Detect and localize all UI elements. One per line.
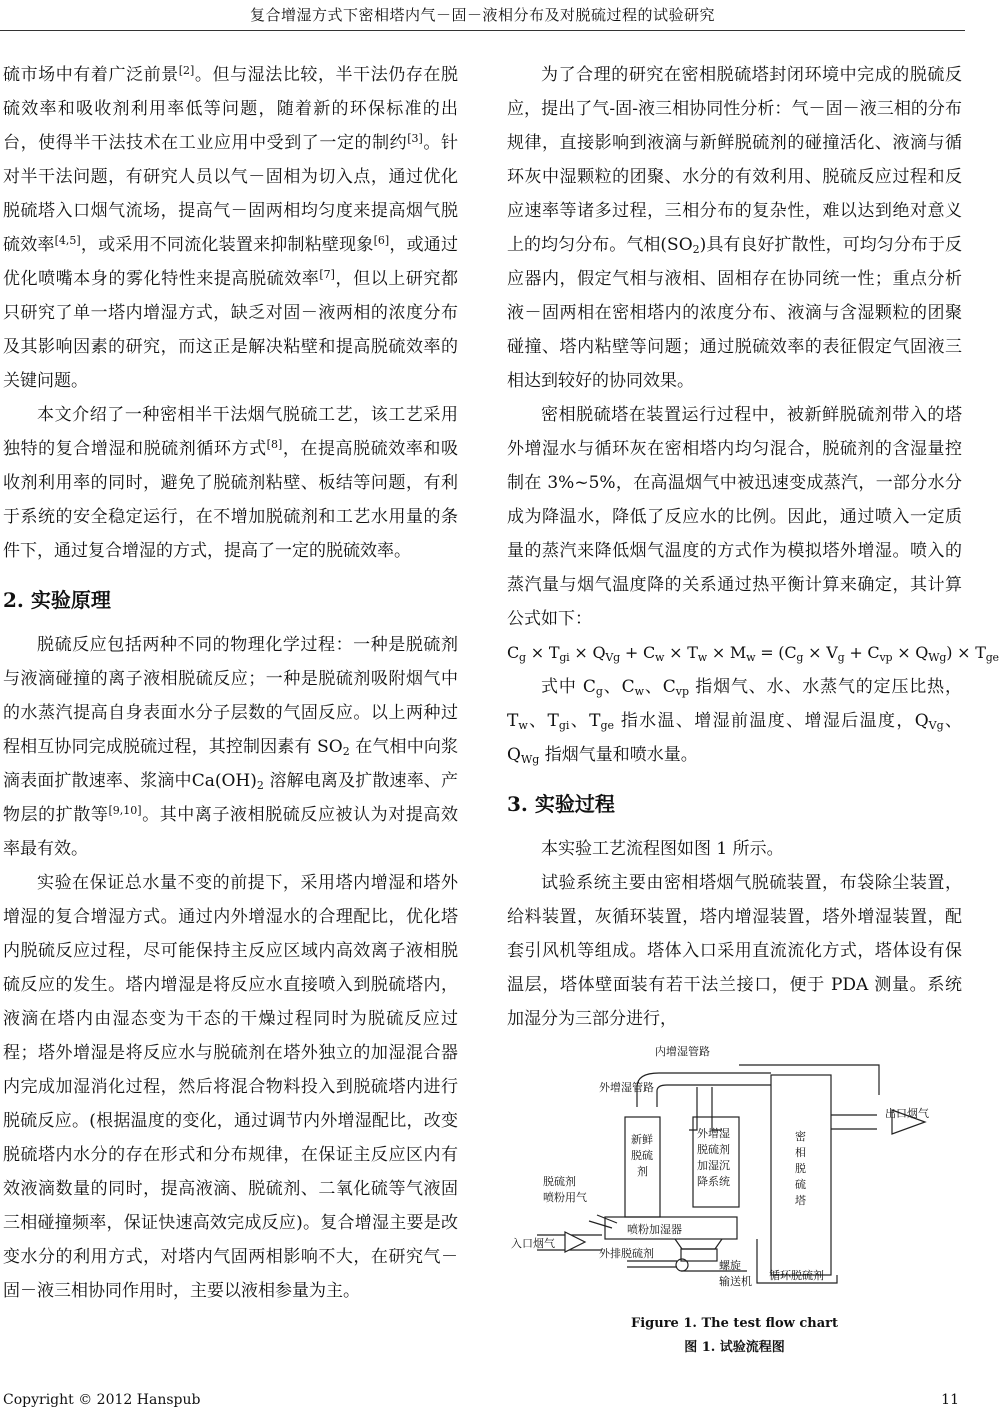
figure-caption-en: Figure 1. The test flow chart <box>631 1316 838 1331</box>
label-tower-2: 相 <box>795 1146 806 1159</box>
label-screw-2: 输送机 <box>719 1275 752 1288</box>
footer-page-number: 11 <box>941 1392 959 1408</box>
paragraph-4: 实验在保证总水量不变的前提下，采用塔内增湿和塔外增湿的复合增湿方式。通过内外增湿水的合理配比，优化塔内脱硫反应过程，尽可能保持主反应区域内高效离子液相脱硫反应的发生。塔内增湿是将反应水直接喷入到脱硫塔内，液滴在塔内由湿态变为干态的干燥过程同时为脱硫反应过程；塔外增湿是将反应水与脱硫剂在塔外独立的加湿混合器内完成加湿消化过程，然后将混合物料投入到脱硫塔内进行脱硫反应。(根据温度的变化，通过调节内外增湿配比，改变脱硫塔内水分的存在形式和分布规律，在保证主反应区内有效液滴数量的同时，提高液滴、脱硫剂、二氧化硫等气液固三相碰撞频率，保证快速高效完成反应)。复合增湿主要是改变水分的利用方式，对塔内气固两相影响不大，在研究气－固－液三相协同作用时，主要以液相参量为主。 <box>3 873 458 1301</box>
label-sorbent-air-1: 脱硫剂 <box>543 1175 576 1188</box>
label-tower-1: 密 <box>795 1130 806 1143</box>
label-ext-4: 降系统 <box>697 1175 730 1188</box>
section-3-title: 3. 实验过程 <box>507 792 615 816</box>
tower-body <box>771 1075 831 1275</box>
paragraph-6: 密相脱硫塔在装置运行过程中，被新鲜脱硫剂带入的塔外增湿水与循环灰在密相塔内均匀混合，脱硫剂的含湿量控制在 3%~5%，在高温烟气中被迅速变成蒸汽，一部分水分成为降温水，降低了反应水的比例。因此，通过喷入一定质量的蒸汽来降低烟气温度的方式作为模拟塔外增湿。喷入的蒸汽量与烟气温度降的关系通过热平衡计算来确定，其计算公式如下： <box>507 405 962 629</box>
right-column <box>507 58 999 1036</box>
duct-inner <box>657 1085 771 1107</box>
paragraph-2: 本文介绍了一种密相半干法烟气脱硫工艺，该工艺采用独特的复合增湿和脱硫剂循环方式[8]，在提高脱硫效率和吸收剂利用率的同时，避免了脱硫剂粘壁、板结等问题，有利于系统的安全稳定运行，在不增加脱硫剂和工艺水用量的条件下，通过复合增湿的方式，提高了一定的脱硫效率。 <box>3 405 459 561</box>
label-screw-1: 螺旋 <box>719 1259 741 1272</box>
label-discharge: 外排脱硫剂 <box>599 1247 654 1260</box>
screw-conveyor-body <box>681 1249 717 1261</box>
label-inner-pipe: 内增湿管路 <box>655 1045 710 1058</box>
paragraph-5: 为了合理的研究在密相脱硫塔封闭环境中完成的脱硫反应，提出了气-固-液三相协同性分析：气－固－液三相的分布规律，直接影响到液滴与新鲜脱硫剂的碰撞活化、液滴与循环灰中湿颗粒的团聚、水分的有效利用、脱硫反应过程和反应速率等诸多过程，三相分布的复杂性，难以达到绝对意义上的均匀分布。气相$(SO_2)$具有良好扩散性，可均匀分布于反应器内，假定气相与液相、固相存在协同统一性；重点分析液－固两相在密相塔内的浓度分布、液滴与含湿颗粒的团聚碰撞、塔内粘壁等问题；通过脱硫效率的表征假定气固液三相达到较好的协同效果。 <box>507 65 963 391</box>
label-sorbent-air-2: 喷粉用气 <box>543 1191 587 1204</box>
header-rule <box>0 30 965 31</box>
flow-chart-figure <box>507 1035 962 1315</box>
paragraph-8: 本实验工艺流程图如图 1 所示。 <box>541 839 784 859</box>
paragraph-3: 脱硫反应包括两种不同的物理化学过程：一种是脱硫剂与液滴碰撞的离子液相脱硫反应；一种是脱硫剂吸附烟气中的水蒸汽提高自身表面水分子层数的气固反应。以上两种过程相互协同完成脱硫过程，其控制因素有 $SO_2$ 在气相中向浆滴表面扩散速率、浆滴中$Ca(OH)_2$ 溶解电离及扩散速率、产物层的扩散等[9,10]。其中离子液相脱硫反应被认为对提高效率最有效。 <box>3 635 459 859</box>
label-outer-pipe: 外增湿管路 <box>599 1081 654 1094</box>
label-inlet: 入口烟气 <box>511 1237 555 1250</box>
label-outlet: 出口烟气 <box>885 1107 929 1120</box>
label-fresh-2: 脱硫 <box>631 1149 653 1162</box>
paragraph-7: 式中 $C_g$、$C_w$、$C_{vp}$ 指烟气、水、水蒸气的定压比热，$T_w$、$T_{gi}$、$T_{ge}$ 指水温、增湿前温度、增湿后温度，$Q_{Vg}$、$Q_{Wg}$ 指烟气量和喷水量。 <box>507 677 963 766</box>
paragraph-9: 试验系统主要由密相塔烟气脱硫装置，布袋除尘装置，给料装置，灰循环装置，塔内增湿装置，塔外增湿装置，配套引风机等组成。塔体入口采用直流流化方式，塔体设有保温层，塔体壁面装有若干法兰接口，便于 PDA 测量。系统加湿分为三部分进行， <box>507 873 962 1029</box>
footer-copyright: Copyright © 2012 Hanspub <box>3 1392 201 1408</box>
label-tower-5: 塔 <box>795 1194 806 1207</box>
label-mixer: 喷粉加湿器 <box>627 1223 682 1236</box>
running-header: 复合增湿方式下密相塔内气－固－液相分布及对脱硫过程的试验研究 <box>249 6 715 24</box>
paragraph-1: 硫市场中有着广泛前景[2]。但与湿法比较，半干法仍存在脱硫效率和吸收剂利用率低等问题，随着新的环保标准的出台，使得半干法技术在工业应用中受到了一定的制约[3]。针对半干法问题，有研究人员以气－固相为切入点，通过优化脱硫塔入口烟气流场，提高气－固两相均匀度来提高烟气脱硫效率[4,5]，或采用不同流化装置来抑制粘壁现象[6]，或通过优化喷嘴本身的雾化特性来提高脱硫效率[7]，但以上研究都只研究了单一塔内增湿方式，缺乏对固－液两相的浓度分布及其影响因素的研究，而这正是解决粘壁和提高脱硫效率的关键问题。 <box>3 64 459 391</box>
left-column <box>3 58 458 1308</box>
label-tower-3: 脱 <box>795 1162 806 1175</box>
label-fresh-1: 新鲜 <box>631 1133 653 1146</box>
section-2-title: 2. 实验原理 <box>3 588 111 612</box>
flow-chart-svg <box>507 1035 962 1315</box>
label-recycle: 循环脱硫剂 <box>769 1269 824 1282</box>
figure-caption-cn: 图 1. 试验流程图 <box>684 1340 785 1355</box>
label-ext-2: 脱硫剂 <box>697 1143 730 1156</box>
label-ext-1: 外增湿 <box>697 1127 730 1140</box>
label-fresh-3: 剂 <box>637 1165 648 1178</box>
heat-balance-formula: $C_g \times T_{gi} \times Q_{Vg} + C_w \times T_w \times M_w = (C_g \times V_g + C_{vp} \times Q_{Wg}) \times T_{ge}$ <box>507 643 999 664</box>
label-tower-4: 硫 <box>795 1178 806 1191</box>
label-ext-3: 加湿沉 <box>697 1159 730 1172</box>
